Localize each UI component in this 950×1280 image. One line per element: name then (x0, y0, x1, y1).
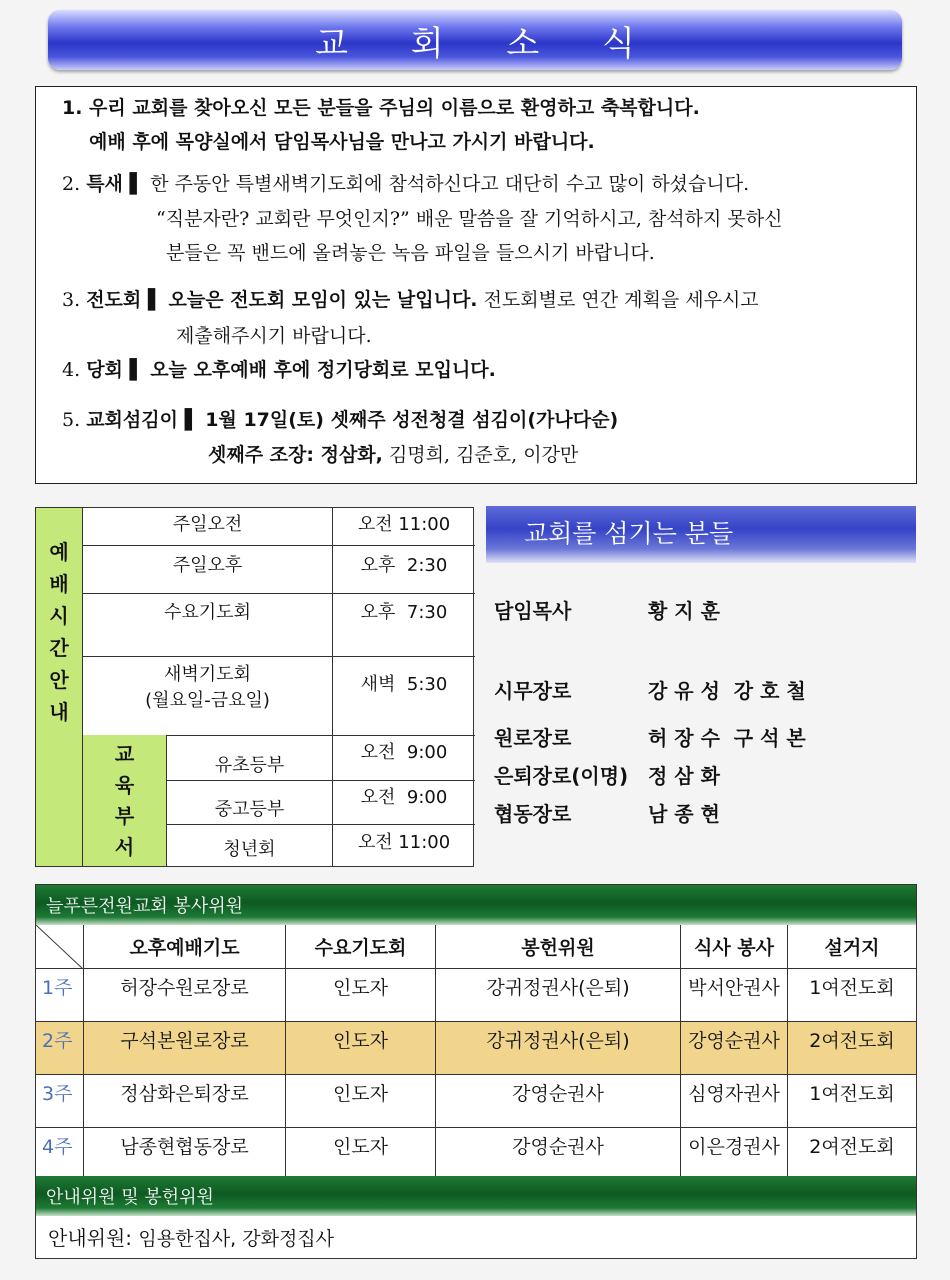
volunteers-title: 늘푸른전원교회 봉사위원 (46, 896, 243, 917)
table-cell: 2여전도회 (787, 1128, 916, 1178)
schedule-time: 오후 2:30 (360, 555, 448, 576)
news-5-number: 5. (62, 409, 81, 431)
header-cell: 오후예배기도 (83, 925, 285, 968)
servants-header (486, 506, 916, 563)
news-3-number: 3. (62, 289, 81, 311)
week-cell: 4주 (42, 1136, 73, 1158)
news-3-label: 전도회 (86, 289, 142, 311)
news-4-number: 4. (62, 359, 81, 381)
usher-title: 안내위원 및 봉헌위원 (46, 1187, 214, 1208)
edu-char: 교 (114, 742, 135, 766)
side-char: 시 (49, 604, 69, 628)
news-4-bold: 오늘 오후예배 후에 정기당회로 모입니다. (150, 359, 496, 381)
news-2-line-2: “직분자란? 교회란 무엇인지?” 배운 말씀을 잘 기억하시고, 참석하지 못하신 (156, 208, 783, 230)
news-3-bold: 오늘은 전도회 모임이 있는 날입니다. (168, 289, 478, 311)
news-5-members: 김명희, 김준호, 이강만 (388, 444, 579, 466)
schedule-name: 주일오후 (172, 555, 243, 576)
servant-role: 원로장로 (494, 726, 572, 750)
news-5-bold: 1월 17일(토) 셋째주 성전청결 섬김이(가나다순) (205, 409, 619, 431)
edu-name: 중고등부 (214, 799, 285, 820)
news-5-leader: 셋째주 조장: 정삼화, (208, 444, 383, 466)
side-char: 배 (49, 572, 69, 596)
table-cell: 강귀정권사(은퇴) (435, 1022, 680, 1074)
diagonal-header-cell (36, 925, 83, 969)
schedule-name-sub: (월요일-금요일) (145, 690, 270, 711)
table-cell: 박서안권사 (680, 969, 787, 1021)
table-cell: 구석본원로장로 (83, 1022, 285, 1074)
table-cell: 강영순권사 (680, 1022, 787, 1074)
news-2-label: 특새 (86, 173, 123, 195)
usher-title-bar (36, 1176, 916, 1216)
table-cell: 인도자 (285, 1022, 435, 1074)
edu-char: 서 (114, 835, 135, 859)
schedule-side-label (36, 508, 83, 866)
schedule-name: 주일오전 (172, 514, 243, 535)
table-cell: 허장수원로장로 (83, 969, 285, 1021)
header-cell: 식사 봉사 (680, 925, 787, 968)
separator-mark: ▌ (122, 173, 145, 195)
news-4-label: 당회 (86, 359, 123, 381)
table-row (36, 1128, 916, 1178)
edu-time: 오전 9:00 (360, 787, 448, 808)
usher-names: 임용한집사, 강화정집사 (138, 1228, 335, 1250)
servant-role: 협동장로 (494, 802, 572, 826)
edu-name: 유초등부 (214, 755, 285, 776)
separator-mark: ▌ (177, 409, 200, 431)
schedule-time: 새벽 5:30 (360, 674, 448, 695)
usher-label: 안내위원: (48, 1226, 133, 1250)
header-cell: 수요기도회 (285, 925, 435, 968)
news-2-number: 2. (62, 173, 81, 195)
education-side-label (83, 735, 167, 866)
table-cell: 인도자 (285, 1075, 435, 1127)
separator-mark: ▌ (122, 359, 145, 381)
schedule-time: 오후 7:30 (360, 602, 448, 623)
header-cell: 봉헌위원 (435, 925, 680, 968)
table-cell: 강귀정권사(은퇴) (435, 969, 680, 1021)
edu-time: 오전 11:00 (357, 832, 451, 853)
news-3-line-1: 전도회별로 연간 계획을 세우시고 (483, 289, 759, 311)
edu-char: 육 (114, 773, 135, 797)
servant-role: 은퇴장로(이명) (494, 764, 629, 788)
separator-mark: ▌ (141, 289, 163, 311)
side-char: 예 (49, 540, 69, 564)
schedule-time: 오전 11:00 (357, 514, 451, 535)
table-header-row (36, 925, 916, 969)
table-cell: 2여전도회 (787, 1022, 916, 1074)
side-char: 안 (49, 668, 69, 692)
news-1-line-2: 예배 후에 목양실에서 담임목사님을 만나고 가시기 바랍니다. (89, 131, 595, 153)
week-cell: 2주 (42, 1030, 73, 1052)
news-box (35, 86, 917, 484)
grid-line (83, 656, 475, 657)
worship-schedule-table (35, 507, 474, 867)
table-cell: 정삼화은퇴장로 (83, 1075, 285, 1127)
schedule-name: 수요기도회 (164, 602, 251, 623)
table-cell: 1여전도회 (787, 1075, 916, 1127)
edu-char: 부 (114, 804, 135, 828)
volunteers-table (35, 884, 917, 1259)
edu-time: 오전 9:00 (360, 742, 448, 763)
table-row (36, 969, 916, 1022)
volunteers-title-bar (36, 885, 916, 925)
table-cell: 남종현협동장로 (83, 1128, 285, 1178)
news-banner (48, 10, 902, 70)
banner-title: 교 회 소 식 (315, 23, 661, 64)
table-row-highlighted (36, 1022, 916, 1075)
header-cell: 설거지 (787, 925, 916, 968)
table-row (36, 1075, 916, 1128)
schedule-name: 새벽기도회 (164, 664, 251, 685)
week-cell: 3주 (42, 1083, 73, 1105)
edu-name: 청년회 (223, 839, 276, 860)
side-char: 간 (49, 636, 69, 660)
news-3-line-2: 제출해주시기 바랍니다. (176, 325, 372, 347)
table-cell: 강영순권사 (435, 1075, 680, 1127)
servant-names: 남 종 현 (648, 802, 720, 826)
table-cell: 이은경권사 (680, 1128, 787, 1178)
table-cell: 강영순권사 (435, 1128, 680, 1178)
table-cell: 심영자권사 (680, 1075, 787, 1127)
week-cell: 1주 (42, 977, 73, 999)
servant-names: 허 장 수 구 석 본 (648, 726, 806, 750)
servants-title: 교회를 섬기는 분들 (524, 519, 734, 548)
servant-names: 강 유 성 강 호 철 (648, 679, 806, 703)
servant-role: 시무장로 (494, 679, 572, 703)
news-1-line-1: 1. 우리 교회를 찾아오신 모든 분들을 주님의 이름으로 환영하고 축복합니다. (62, 97, 700, 119)
news-2-line-3: 분들은 꼭 밴드에 올려놓은 녹음 파일을 들으시기 바랍니다. (166, 242, 655, 264)
table-cell: 1여전도회 (787, 969, 916, 1021)
usher-line (48, 1222, 334, 1251)
servant-role: 담임목사 (494, 599, 572, 623)
servant-names: 정 삼 화 (648, 764, 720, 788)
side-char: 내 (49, 700, 69, 724)
table-cell: 인도자 (285, 969, 435, 1021)
news-2-line-1: 한 주동안 특별새벽기도회에 참석하신다고 대단히 수고 많이 하셨습니다. (150, 173, 750, 195)
servant-names: 황 지 훈 (648, 599, 720, 623)
news-5-label: 교회섬김이 (86, 409, 178, 431)
table-cell: 인도자 (285, 1128, 435, 1178)
